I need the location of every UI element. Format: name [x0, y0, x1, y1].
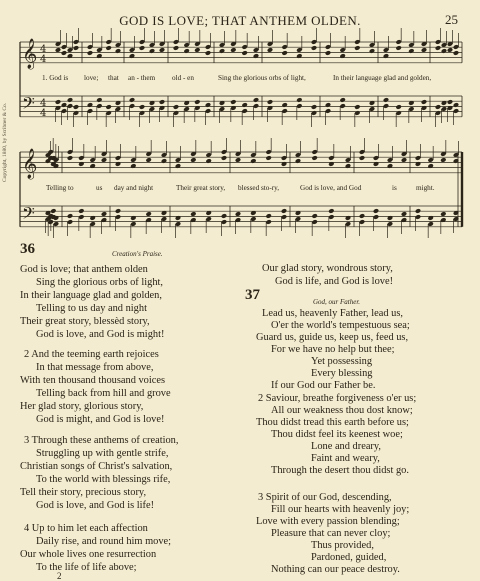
- verse-line: 3 Through these anthems of creation,: [24, 435, 179, 446]
- note-head-icon: [89, 163, 95, 169]
- note-head-icon: [105, 45, 111, 51]
- verse-line: 2 Saviour, breathe forgiveness o'er us;: [258, 393, 417, 404]
- note-head-icon: [67, 97, 73, 103]
- note-head-icon: [435, 45, 441, 51]
- time-signature-icon: 4: [40, 108, 47, 119]
- note-head-icon: [190, 157, 196, 163]
- note-head-icon: [87, 50, 93, 56]
- note-head-icon: [387, 163, 393, 169]
- note-head-icon: [369, 48, 375, 54]
- bass-clef-icon: 𝄢: [22, 203, 35, 227]
- verse-line: 3 Spirit of our God, descending,: [258, 492, 392, 503]
- note-head-icon: [205, 102, 211, 108]
- note-head-icon: [295, 158, 301, 164]
- note-head-icon: [61, 102, 67, 108]
- verse-line: Thou didst tread this earth before us;: [256, 417, 409, 428]
- note-head-icon: [96, 53, 102, 59]
- note-head-icon: [61, 50, 67, 56]
- page-title: GOD IS LOVE; THAT ANTHEM OLDEN.: [119, 13, 361, 28]
- note-head-icon: [311, 155, 317, 161]
- note-head-icon: [401, 157, 407, 163]
- lyric-word: day and night: [114, 184, 154, 192]
- verse-line: God is love; that anthem olden: [20, 264, 148, 275]
- note-head-icon: [230, 47, 236, 53]
- lyric-word: Sing the glorious orbs of light,: [218, 74, 306, 82]
- note-head-icon: [55, 47, 61, 53]
- lyric-word: God is love, and God: [300, 184, 362, 192]
- note-head-icon: [447, 99, 453, 105]
- lyric-word: Their great story,: [176, 184, 226, 192]
- note-head-icon: [67, 53, 73, 59]
- note-head-icon: [453, 50, 459, 56]
- verse-line: If our God our Father be.: [271, 380, 376, 391]
- verse-line: Our whole lives one resurrection: [20, 549, 157, 560]
- note-head-icon: [359, 213, 365, 219]
- verse-line: In their language glad and golden,: [20, 290, 162, 301]
- verse-line: God is love, and God is might!: [36, 329, 165, 340]
- note-head-icon: [173, 104, 179, 110]
- note-head-icon: [175, 163, 181, 169]
- note-head-icon: [328, 208, 334, 214]
- note-head-icon: [345, 163, 351, 169]
- note-head-icon: [427, 163, 433, 169]
- verse-line: Yet possessing: [311, 356, 373, 367]
- note-head-icon: [194, 99, 200, 105]
- note-head-icon: [219, 48, 225, 54]
- note-head-icon: [387, 215, 393, 221]
- note-head-icon: [67, 213, 73, 219]
- note-head-icon: [129, 97, 135, 103]
- verse-line: 2 And the teeming earth rejoices: [24, 349, 159, 360]
- note-head-icon: [440, 211, 446, 217]
- note-head-icon: [205, 50, 211, 56]
- note-head-icon: [73, 104, 79, 110]
- note-head-icon: [87, 102, 93, 108]
- verse-line: O'er the world's tempestuous sea;: [271, 320, 410, 331]
- page-footer-mark: 2: [57, 571, 62, 581]
- note-head-icon: [281, 161, 287, 167]
- verse-line: Faint and weary,: [311, 453, 380, 464]
- note-head-icon: [129, 53, 135, 59]
- note-head-icon: [395, 45, 401, 51]
- note-head-icon: [427, 215, 433, 221]
- verse-line: God is life, and God is love!: [275, 276, 394, 287]
- note-head-icon: [354, 45, 360, 51]
- verse-line: 4 Up to him let each affection: [24, 523, 148, 534]
- note-head-icon: [421, 99, 427, 105]
- note-head-icon: [115, 208, 121, 214]
- verse-line: Love with every passion blending;: [256, 516, 400, 527]
- note-head-icon: [78, 208, 84, 214]
- note-head-icon: [265, 155, 271, 161]
- note-head-icon: [253, 53, 259, 59]
- verse-line: God is might, and God is love!: [36, 414, 165, 425]
- note-head-icon: [159, 47, 165, 53]
- note-head-icon: [145, 211, 151, 217]
- verse-line: With ten thousand thousand voices: [20, 375, 166, 386]
- note-head-icon: [281, 102, 287, 108]
- note-head-icon: [190, 211, 196, 217]
- hymn-subtitle-36: Creation's Praise.: [112, 250, 163, 258]
- note-head-icon: [440, 157, 446, 163]
- note-head-icon: [441, 48, 447, 54]
- note-head-icon: [339, 53, 345, 59]
- time-signature-icon: 4: [40, 44, 47, 55]
- lyric-word: blessed sto-ry,: [238, 184, 280, 192]
- time-signature-icon: 4: [40, 54, 47, 65]
- verse-line: Pleasure that can never cloy;: [271, 528, 391, 539]
- note-head-icon: [296, 53, 302, 59]
- note-head-icon: [296, 97, 302, 103]
- note-head-icon: [253, 97, 259, 103]
- note-head-icon: [421, 47, 427, 53]
- note-head-icon: [339, 97, 345, 103]
- copyright-notice: Copyright, 1880, by Scribner & Co.: [2, 102, 8, 182]
- note-head-icon: [345, 215, 351, 221]
- note-head-icon: [453, 102, 459, 108]
- verse-line: Their great story, blessèd story,: [20, 316, 150, 327]
- verse-line: Lone and dreary,: [311, 441, 382, 452]
- verse-line: Lead us, heavenly Father, lead us,: [262, 308, 403, 319]
- note-head-icon: [230, 99, 236, 105]
- note-head-icon: [105, 104, 111, 110]
- verse-line: Through the desert thou didst go.: [271, 465, 409, 476]
- time-signature-icon: 4: [40, 98, 47, 109]
- note-head-icon: [359, 155, 365, 161]
- verse-line: In that message from above,: [36, 362, 154, 373]
- lyric-word: us: [96, 184, 103, 192]
- lyric-word: that: [108, 74, 119, 82]
- note-head-icon: [139, 45, 145, 51]
- treble-clef-icon: 𝄞: [22, 39, 38, 69]
- verse-line: Fill our hearts with heavenly joy;: [271, 504, 410, 515]
- note-head-icon: [311, 45, 317, 51]
- lyric-word: old - en: [172, 74, 194, 82]
- note-head-icon: [447, 47, 453, 53]
- verse-line: Guard us, guide us, keep us, feed us,: [256, 332, 409, 343]
- verse-line: Thus provided,: [311, 540, 374, 551]
- note-head-icon: [325, 102, 331, 108]
- note-head-icon: [73, 45, 79, 51]
- verse-line: To the world with blessings rife,: [36, 474, 171, 485]
- note-head-icon: [149, 48, 155, 54]
- note-head-icon: [67, 155, 73, 161]
- note-head-icon: [401, 211, 407, 217]
- verse-line: All our weakness thou dost know;: [271, 405, 413, 416]
- lyric-word: love;: [84, 74, 99, 82]
- lyric-word: is: [392, 184, 397, 192]
- note-head-icon: [173, 45, 179, 51]
- treble-clef-icon: 𝄞: [22, 149, 38, 179]
- note-head-icon: [281, 50, 287, 56]
- verse-line: Nothing can our peace destroy.: [271, 564, 400, 575]
- note-head-icon: [241, 50, 247, 56]
- note-head-icon: [311, 104, 317, 110]
- note-head-icon: [96, 97, 102, 103]
- note-head-icon: [241, 102, 247, 108]
- lyric-word: Telling to: [46, 184, 74, 192]
- note-head-icon: [395, 104, 401, 110]
- note-head-icon: [435, 104, 441, 110]
- note-head-icon: [221, 155, 227, 161]
- note-head-icon: [50, 208, 56, 214]
- verse-line: Telling back from hill and grove: [36, 388, 171, 399]
- note-head-icon: [235, 211, 241, 217]
- hymn-number-36: 36: [20, 241, 35, 257]
- bass-clef-icon: 𝄢: [22, 93, 35, 117]
- note-head-icon: [115, 48, 121, 54]
- lyric-word: 1. God is: [42, 74, 69, 82]
- note-head-icon: [115, 161, 121, 167]
- note-head-icon: [328, 161, 334, 167]
- verse-line: Christian songs of Christ's salvation,: [20, 461, 173, 472]
- note-head-icon: [311, 213, 317, 219]
- page-number: 25: [445, 12, 458, 27]
- note-head-icon: [235, 157, 241, 163]
- verse-line: Every blessing: [311, 368, 373, 379]
- note-head-icon: [145, 157, 151, 163]
- note-head-icon: [55, 99, 61, 105]
- lyric-word: might.: [416, 184, 435, 192]
- note-head-icon: [194, 47, 200, 53]
- note-head-icon: [325, 50, 331, 56]
- note-head-icon: [415, 208, 421, 214]
- note-head-icon: [373, 161, 379, 167]
- verse-line: Tell their story, precious story,: [20, 487, 147, 498]
- verse-line: To the life of life above;: [36, 562, 137, 573]
- verse-line: For we have no help but thee;: [271, 344, 395, 355]
- note-head-icon: [130, 215, 136, 221]
- note-head-icon: [101, 157, 107, 163]
- lyric-word: an - them: [128, 74, 156, 82]
- note-head-icon: [265, 213, 271, 219]
- note-head-icon: [205, 158, 211, 164]
- note-head-icon: [267, 99, 273, 105]
- hymn-subtitle-37: God, our Father.: [313, 298, 361, 306]
- lyric-word: In their language glad and golden,: [333, 74, 432, 82]
- note-head-icon: [183, 48, 189, 54]
- note-head-icon: [415, 161, 421, 167]
- note-head-icon: [373, 208, 379, 214]
- note-head-icon: [130, 163, 136, 169]
- note-head-icon: [267, 47, 273, 53]
- verse-line: Our glad story, wondrous story,: [262, 263, 393, 274]
- note-head-icon: [78, 161, 84, 167]
- verse-line: Sing the glorious orbs of light,: [36, 277, 163, 288]
- verse-line: Daily rise, and round him move;: [36, 536, 172, 547]
- verse-line: Pardoned, guided,: [311, 552, 387, 563]
- note-head-icon: [250, 158, 256, 164]
- note-head-icon: [408, 48, 414, 54]
- note-head-icon: [161, 158, 167, 164]
- verse-line: Telling to us day and night: [36, 303, 147, 314]
- note-head-icon: [354, 104, 360, 110]
- verse-line: God is love, and God is life!: [36, 500, 155, 511]
- note-head-icon: [383, 97, 389, 103]
- note-head-icon: [159, 99, 165, 105]
- verse-line: Struggling up with gentle strife,: [36, 448, 169, 459]
- note-head-icon: [101, 211, 107, 217]
- note-head-icon: [383, 53, 389, 59]
- note-head-icon: [139, 104, 145, 110]
- note-head-icon: [281, 208, 287, 214]
- music-score: [0, 0, 480, 240]
- note-head-icon: [221, 213, 227, 219]
- note-head-icon: [89, 215, 95, 221]
- verse-line: Her glad story, glorious story,: [20, 401, 144, 412]
- note-head-icon: [175, 215, 181, 221]
- hymn-number-37: 37: [245, 287, 260, 303]
- verse-line: Thou didst feel its keenest woe;: [271, 429, 403, 440]
